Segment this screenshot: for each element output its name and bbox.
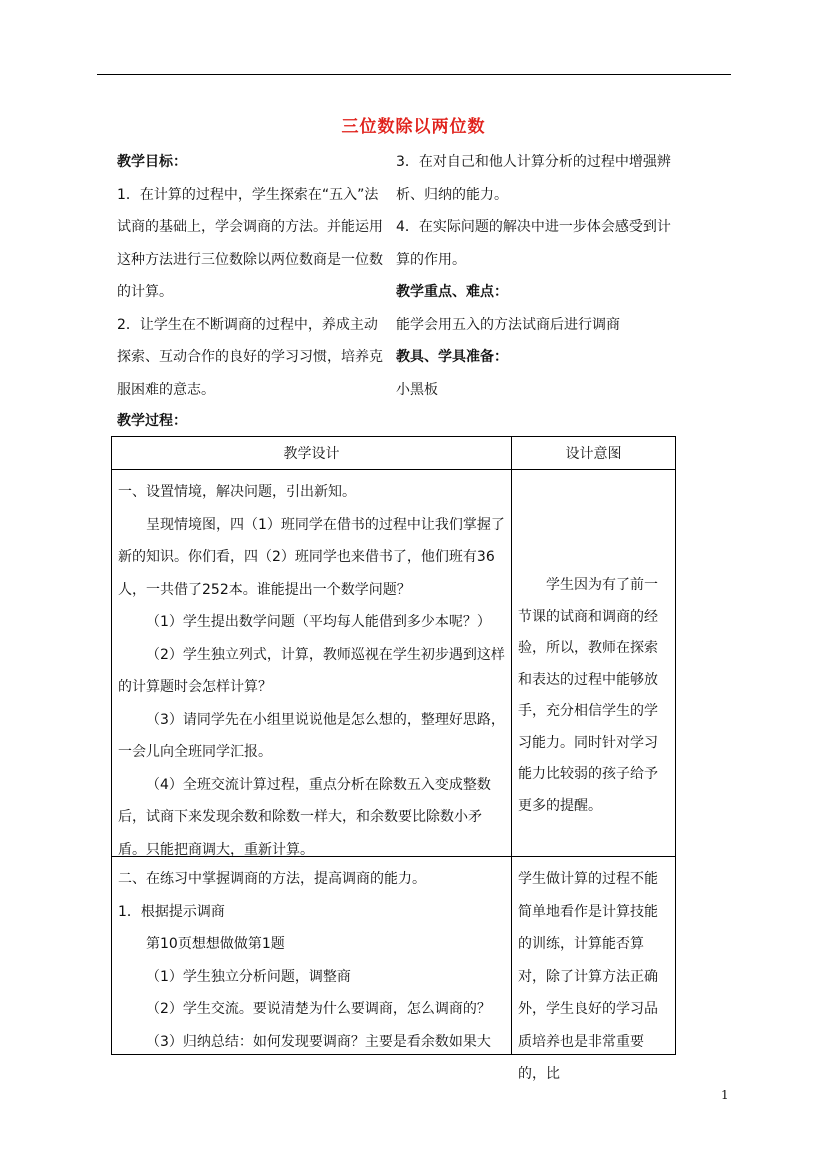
section-1-paragraph: 呈现情境图，四（1）班同学在借书的过程中让我们掌握了新的知识。你们看，四（2）班同学也来借书了，他们班有36人，一共借了252本。谁能提出一个数学问题？	[118, 516, 505, 598]
section-1-intent: 学生因为有了前一节课的试商和调商的经验，所以，教师在探索和表达的过程中能够放手，充分相信学生的学习能力。同时针对学习能力比较弱的孩子给予更多的提醒。	[518, 577, 658, 814]
objective-1: 1．在计算的过程中，学生探索在“五入”法试商的基础上，学会调商的方法。并能运用这种方法进行三位数除以两位数商是一位数的计算。	[117, 186, 383, 300]
section-2-design-cell	[112, 857, 512, 1055]
section-1-title: 一、设置情境，解决问题，引出新知。	[118, 484, 356, 500]
key-points: 能学会用五入的方法试商后进行调商	[396, 316, 620, 333]
key-points-heading: 教学重点、难点：	[396, 284, 508, 300]
tools: 小黑板	[396, 381, 438, 398]
section-1-step-1: （1）学生提出数学问题（平均每人能借到多少本呢？）	[146, 614, 491, 630]
section-1-intent-cell	[512, 470, 676, 857]
header-design: 教学设计	[112, 437, 512, 470]
table-row	[112, 857, 676, 1055]
section-1-design-cell	[112, 470, 512, 857]
objectives-left-column	[117, 146, 387, 406]
process-heading: 教学过程：	[117, 413, 187, 429]
header-intent: 设计意图	[512, 437, 676, 470]
section-1-step-2: （2）学生独立列式，计算，教师巡视在学生初步遇到这样的计算题时会怎样计算？	[118, 646, 505, 695]
page-number: 1	[721, 1088, 729, 1102]
section-2-exercise-ref: 第10页想想做做第1题	[146, 936, 285, 952]
section-1-step-4: （4）全班交流计算过程，重点分析在除数五入变成整数后，试商下来发现余数和除数一样大，和余数要比除数小矛盾。只能把商调大，重新计算。	[118, 776, 491, 858]
lesson-table	[111, 436, 676, 1082]
table-header-row	[112, 437, 676, 470]
objective-4: 4．在实际问题的解决中进一步体会感受到计算的作用。	[396, 219, 671, 268]
section-1-step-3: （3）请同学先在小组里说说他是怎么想的，整理好思路，一会儿向全班同学汇报。	[118, 711, 505, 760]
objectives-right-column	[396, 146, 678, 406]
header-rule	[97, 74, 731, 75]
section-2-item-1: 1．根据提示调商	[118, 903, 225, 920]
section-2-step-3: （3）归纳总结：如何发现要调商？主要是看余数如果大	[146, 1033, 491, 1050]
section-2-title: 二、在练习中掌握调商的方法，提高调商的能力。	[118, 871, 426, 887]
document-title: 三位数除以两位数	[341, 117, 486, 137]
table-row	[112, 470, 676, 857]
section-2-step-2: （2）学生交流。要说清楚为什么要调商，怎么调商的？	[146, 1001, 491, 1017]
objectives-heading: 教学目标：	[117, 154, 187, 170]
section-2-step-1: （1）学生独立分析问题，调整商	[146, 968, 351, 985]
section-2-intent: 学生做计算的过程不能简单地看作是计算技能的训练，计算能否算对，除了计算方法正确外，学生良好的学习品质培养也是非常重要的，比	[518, 871, 658, 1082]
objective-2: 2．让学生在不断调商的过程中，养成主动探索、互动合作的良好的学习习惯，培养克服困难的意志。	[117, 316, 383, 398]
tools-heading: 教具、学具准备：	[396, 349, 508, 365]
section-2-intent-cell	[512, 857, 676, 1082]
objective-3: 3．在对自己和他人计算分析的过程中增强辨析、归纳的能力。	[396, 154, 671, 203]
